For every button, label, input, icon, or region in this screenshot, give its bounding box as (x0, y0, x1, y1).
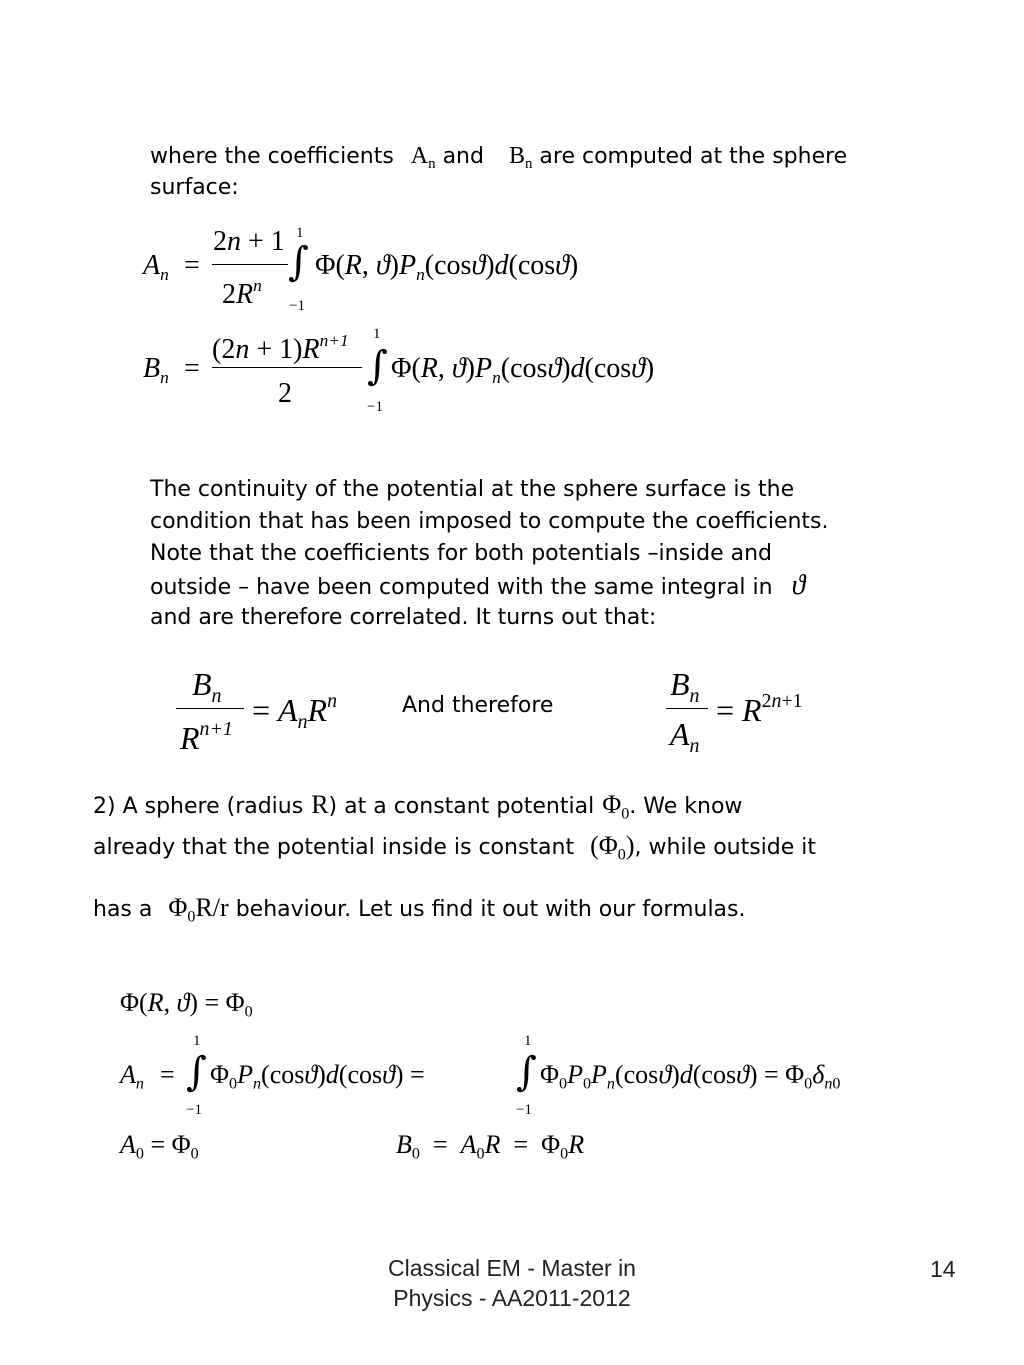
and-therefore-text: And therefore (402, 693, 554, 718)
slide: where the coefficients $A_n$ and $B_n$ are computed at the sphere surface: $A_n$ = 2n + 1 $2R^n$ 1 ∫ −1 Φ(R, $ϑ)P_n(\cos ϑ)d(\cos ϑ)$ $B_n$ = $(2n + 1)R^{n+1}$ 2 1 ∫ −1 Φ(R, $ϑ)P_n(\cos ϑ)d(\cos ϑ)$ The continuity of the potential at the sphere surface is the condition that has been imposed to compute the coefficients. Note that the coefficients for both potentials –inside and outside – have been computed with the same integral in ϑ and are therefore correlated. It turns out that: $B_n$ $R^{n+1}$ = $A_nR^n$ And therefore $B_n$ $A_n$ = $R^{2n+1}$ 2) A sphere (radius R) at a constant potential $\Phi_0$. We know already that the potential inside is constant $(\Phi_0)$, while outside it has a $\Phi_0R/r$ behaviour. Let us find it out with our formulas. Φ(R, $ϑ) = \Phi_0$ $A_n$ = 1 ∫ −1 $\Phi_0P_n(\cos ϑ)d(\cos ϑ)$ = 1 ∫ −1 $\Phi_0P_0P_n(\cos ϑ)d(\cos ϑ) = \Phi_0\delta_{n0}$ $A_0 = \Phi_0$ $B_0 = A_0R = \Phi_0R$ Classical EM - Master in Physics - AA2011-2012 14 (0, 0, 1024, 1365)
intro-text-3: are computed at the sphere (539, 144, 848, 169)
intro-text-2: and (442, 144, 484, 169)
para1-line-4-text: outside – have been computed with the same integral in (150, 575, 773, 600)
coef-b-symbol: $B_n$ (508, 143, 533, 173)
para1-line-1: The continuity of the potential at the sphere surface is the (150, 477, 795, 502)
para1-line-3: Note that the coefficients for both potentials –inside and (150, 541, 773, 566)
page-number: 14 (930, 1256, 956, 1282)
phi0-symbol: $\Phi_0$ (602, 790, 630, 823)
para1-line-2: condition that has been imposed to compute the coefficients. (150, 509, 829, 534)
para2-line-1: 2) A sphere (radius R) at a constant potential $\Phi_0$. We know (93, 790, 743, 823)
footer-line-2: Physics - AA2011-2012 (393, 1285, 631, 1311)
phi0-r-over-r: $\Phi_0R/r$ (168, 893, 229, 926)
para2-line-2: already that the potential inside is constant $(\Phi_0)$, while outside it (93, 831, 817, 864)
intro-line-2: surface: (150, 175, 239, 200)
theta-symbol: ϑ (791, 570, 806, 601)
para2-line-3: has a $\Phi_0R/r$ behaviour. Let us find it out with our formulas. (93, 893, 746, 926)
intro-line-1 (150, 140, 847, 180)
radius-symbol: R (311, 790, 329, 819)
footer (352, 1253, 672, 1313)
para1-line-5: and are therefore correlated. It turns out that: (150, 605, 657, 630)
para1-line-4 (150, 570, 805, 604)
footer-line-1: Classical EM - Master in (388, 1255, 636, 1281)
intro-text-1: where the coefficients (150, 144, 394, 169)
coef-a-symbol: $A_n$ (410, 143, 436, 173)
phi0-const: $(\Phi_0)$ (590, 831, 635, 864)
